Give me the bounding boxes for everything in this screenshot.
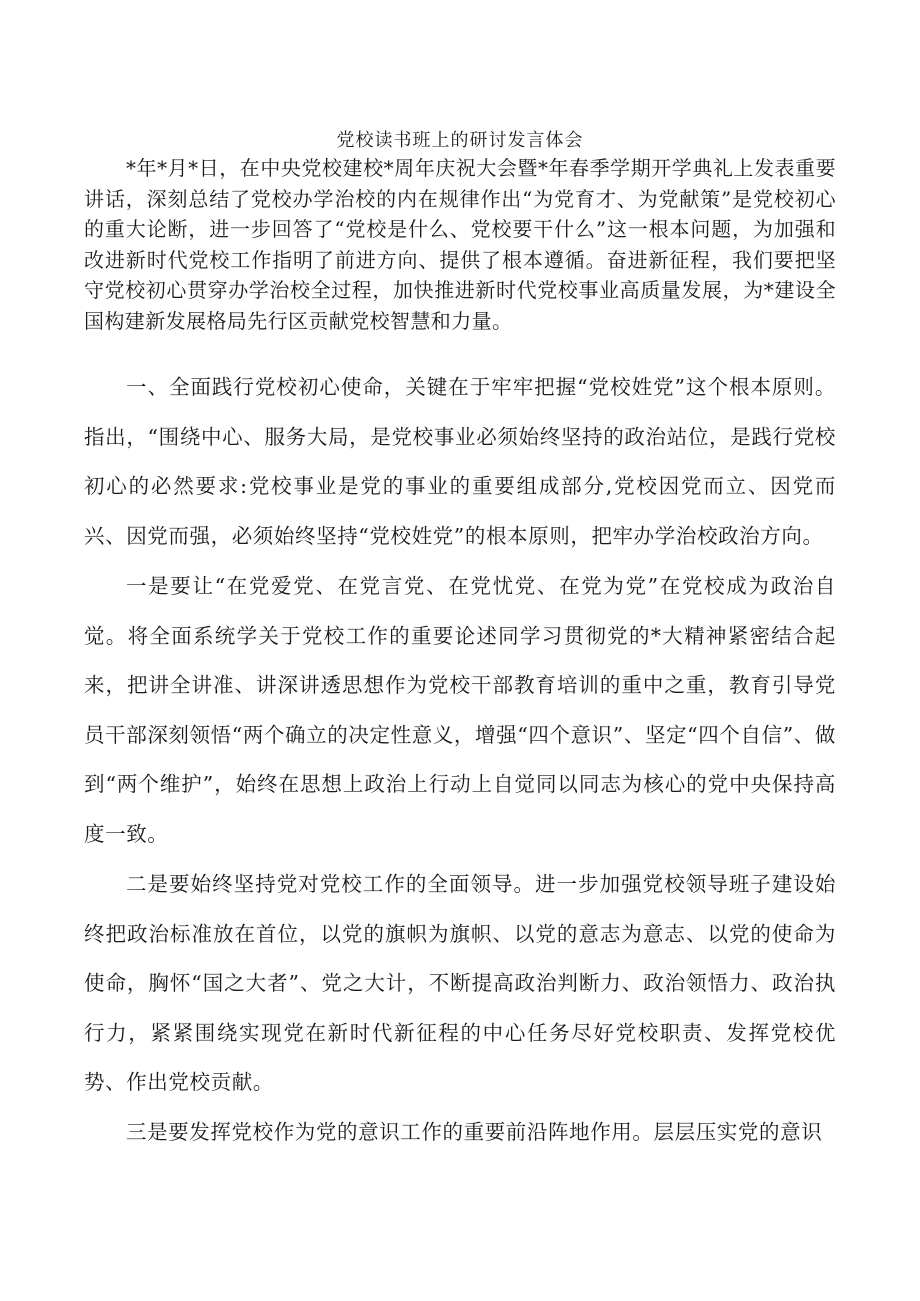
paragraph-point-three: 三是要发挥党校作为党的意识工作的重要前沿阵地作用。层层压实党的意识 bbox=[126, 1120, 823, 1144]
paragraph-intro: *年*月*日，在中央党校建校*周年庆祝大会暨*年春季学期开学典礼上发表重要讲话，深刻总结了党校办学治校的内在规律作出“为党育才、为党献策”是党校初心的重大论断，进一步回答了“党校是什么、党校要干什么”这一根本问题，为加强和改进新时代党校工作指明了前进方向、提供了根本遵循。奋进新征程，我们要把坚守党校初心贯穿办学治校全过程，加快推进新时代党校事业高质量发展，为*建设全国构建新发展格局先行区贡献党校智慧和力量。 bbox=[84, 156, 836, 333]
paragraph-point-two: 二是要始终坚持党对党校工作的全面领导。进一步加强党校领导班子建设始终把政治标准放在首位，以党的旗帜为旗帜、以党的意志为意志、以党的使命为使命，胸怀“国之大者”、党之大计，不断提高政治判断力、政治领悟力、政治执行力，紧紧围绕实现党在新时代新征程的中心任务尽好党校职责、发挥党校优势、作出党校贡献。 bbox=[84, 872, 836, 1094]
document-title: 党校读书班上的研讨发言体会 bbox=[336, 130, 584, 151]
paragraph-section-one: 一、全面践行党校初心使命，关键在于牢牢把握“党校姓党”这个根本原则。指出，“围绕中心、服务大局，是党校事业必须始终坚持的政治站位，是践行党校初心的必然要求:党校事业是党的事业的重要组成部分,党校因党而立、因党而兴、因党而强，必须始终坚持“党校姓党”的根本原则，把牢办学治校政治方向。 bbox=[84, 375, 836, 548]
paragraph-point-one: 一是要让“在党爱党、在党言党、在党忧党、在党为党”在党校成为政治自觉。将全面系统学关于党校工作的重要论述同学习贯彻党的*大精神紧密结合起来，把讲全讲准、讲深讲透思想作为党校干部教育培训的重中之重，教育引导党员干部深刻领悟“两个确立的决定性意义，增强“四个意识”、坚定“四个自信”、做到“两个维护”，始终在思想上政治上行动上自觉同以同志为核心的党中央保持高度一致。 bbox=[84, 574, 836, 846]
